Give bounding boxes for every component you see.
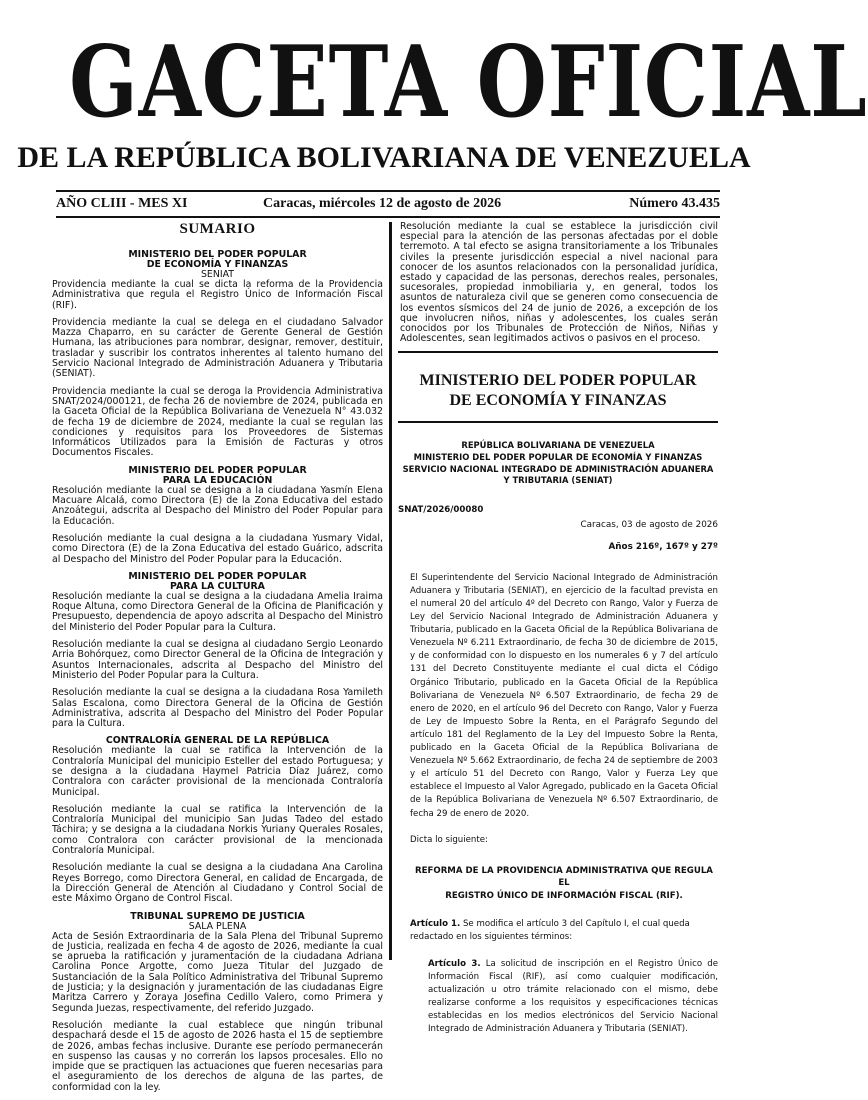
sumario-item: Resolución mediante la cual establece que ningún tribunal despachará desde el 15 de agosto de 2026 hasta el 15 de septiembre de 2026, ambas fechas inclusive. Durante ese período permanecerán en suspenso las causas y no correrán los lapsos procesales. Ello no impide que se practiquen las actuaciones que fueren necesarias para el aseguramiento de los derechos de alguna de las partes, de conformidad con la ley.	[52, 1019, 383, 1093]
sumario-item: Resolución mediante la cual se designa a la ciudadana Amelia Iraima Roque Altuna, como Directora General de la Oficina de Planificación y Presupuesto, dependencia de apoyo adscrita al Despacho del Ministro del Ministerio del Poder Popular para la Cultura.	[52, 590, 383, 633]
ministry-heading-line: DE ECONOMÍA Y FINANZAS	[449, 392, 667, 410]
section-heading: MINISTERIO DEL PODER POPULAR	[128, 249, 307, 260]
article-1-label: Artículo 1.	[410, 919, 461, 930]
reform-title	[398, 865, 718, 903]
sumario-item: Providencia mediante la cual se delega en el ciudadano Salvador Mazza Chaparro, en su carácter de Gerente General de Gestión Humana, las atribuciones para nombrar, designar, remover, destituir, trasladar y suscribir los contratos inherentes al talento humano del Servicio Nacional Integrado de Administración Aduanera y Tributaria (SENIAT).	[52, 316, 383, 380]
reform-title-line: REFORMA DE LA PROVIDENCIA ADMINISTRATIVA QUE REGULA EL	[415, 865, 713, 889]
ministry-heading-line: MINISTERIO DEL PODER POPULAR	[419, 372, 697, 390]
document-years: Años 216º, 167º y 27º	[608, 541, 718, 552]
main-column	[398, 222, 718, 1036]
sumario-column	[52, 220, 383, 1100]
document-number: SNAT/2026/00080	[398, 504, 484, 515]
sumario-item: Resolución mediante la cual designa a la ciudadana Yusmary Vidal, como Directora (E) de la Zona Educativa del estado Guárico, adscrita al Despacho del Ministro del Poder Popular para la Educación.	[52, 532, 383, 565]
sumario-section	[52, 912, 383, 1093]
article-1-text: Se modifica el artículo 3 del Capítulo I, el cual queda redactado en los siguientes términos:	[410, 919, 690, 943]
issue-year-month: AÑO CLIII - MES XI	[56, 196, 188, 211]
article-1	[398, 918, 718, 944]
document-preamble: El Superintendente del Servicio Nacional Integrado de Administración Aduanera y Tributaria (SENIAT), en ejercicio de la facultad prevista en el numeral 20 del artículo 4º del Decreto con Rango, Valor y Fuerza de Ley del Servicio Nacional Integrado de Administración Aduanera y Tributaria, publicado en la Gaceta Oficial de la República Bolivariana de Venezuela Nº 6.211 Extraordinario, de fecha 30 de diciembre de 2015, y de conformidad con lo dispuesto en los numerales 6 y 7 del artículo 131 del Decreto Constituyente mediante el cual dicta el Código Orgánico Tributario, publicado en la Gaceta Oficial de la República Bolivariana de Venezuela Nº 6.507 Extraordinario, de fecha 29 de enero de 2020, en el artículo 96 del Decreto con Rango, Valor y Fuerza de Ley de Impuesto Sobre la Renta, en el Parágrafo Segundo del artículo 181 del Reglamento de la Ley del Impuesto Sobre la Renta, publicado en la Gaceta Oficial de la República Bolivariana de Venezuela Nº 5.662 Extraordinario, de fecha 24 de septiembre de 2003 y el artículo 51 del Decreto con Rango, Valor y Fuerza Ley que establece el Impuesto al Valor Agregado, publicado en la Gaceta Oficial de la República Bolivariana de Venezuela Nº 6.507 Extraordinario, de fecha 29 de enero de 2020.	[410, 572, 718, 819]
section-heading: DE ECONOMÍA Y FINANZAS	[146, 259, 289, 270]
sumario-item: Providencia mediante la cual se deroga la Providencia Administrativa SNAT/2024/000121, de fecha 26 de noviembre de 2024, publicada en la Gaceta Oficial de la República Bolivariana de Venezuela N° 43.032 de fecha 19 de diciembre de 2024, mediante la cual se regulan las condiciones y requisitos para los Proveedores de Sistemas Informáticos Utilizados para la Emisión de Facturas y otros Documentos Fiscales.	[52, 385, 383, 459]
document-header-line: SERVICIO NACIONAL INTEGRADO DE ADMINISTRACIÓN ADUANERA	[402, 463, 714, 474]
gazette-title: GACETA OFICIAL	[69, 25, 868, 140]
gazette-subtitle: DE LA REPÚBLICA BOLIVARIANA DE VENEZUELA	[17, 141, 751, 174]
reform-title-line: REGISTRO ÚNICO DE INFORMACIÓN FISCAL (RIF).	[445, 890, 683, 901]
document-header-line: REPÚBLICA BOLIVARIANA DE VENEZUELA	[461, 440, 655, 451]
sumario-section	[52, 736, 383, 904]
continued-resolution-text: Resolución mediante la cual se establece la jurisdicción civil especial para la atención de las personas afectadas por el doble terremoto. A tal efecto se asigna transitoriamente a los Tribunales civiles la presente jurisdicción especial a nivel nacional para conocer de los asuntos relacionados con la personalidad jurídica, estado y capacidad de las personas, derechos reales, personales, sucesorales, propiedad inmobiliaria y, en general, todos los asuntos de naturaleza civil que se generen como consecuencia de los eventos sísmicos del 24 de junio de 2026, a excepción de los que involucren niños, niñas y adolescentes, los cuales serán conocidos por los Tribunales de Protección de Niños, Niñas y Adolescentes, sean legitimados activos o pasivos en el proceso.	[400, 221, 718, 345]
section-heading: MINISTERIO DEL PODER POPULAR	[128, 464, 307, 476]
section-heading: TRIBUNAL SUPREMO DE JUSTICIA	[130, 910, 305, 922]
sumario-section	[52, 466, 383, 565]
sumario-item: Resolución mediante la cual se designa al ciudadano Sergio Leonardo Arria Bohórquez, como Director General de la Oficina de Integración y Asuntos Internacionales, adscrita al Despacho del Ministro del Ministerio del Poder Popular para la Cultura.	[52, 639, 383, 681]
document-header	[398, 440, 718, 486]
section-heading: MINISTERIO DEL PODER POPULAR	[128, 570, 307, 582]
section-subheading: SENIAT	[200, 269, 235, 280]
sumario-item: Resolución mediante la cual se designa a la ciudadana Ana Carolina Reyes Borrego, como Directora General, en calidad de Encargada, de la Dirección General de Atención al Ciudadano y Control Social de este Máximo Órgano de Control Fiscal.	[52, 862, 383, 905]
issue-place-date: Caracas, miércoles 12 de agosto de 2026	[263, 196, 502, 211]
sumario-item: Acta de Sesión Extraordinaria de la Sala Plena del Tribunal Supremo de Justicia, realizada en fecha 4 de agosto de 2026, mediante la cual se aprueba la ratificación y juramentación de la ciudadana Adriana Carolina Ponce Argotte, como Jueza Titular del Juzgado de Sustanciación de la Sala Político Administrativa del Tribunal Supremo de Justicia; y la designación y juramentación de las ciudadanas Eigre Maritza Carrero y Zoraya Josefina Cedillo Valero, como Primera y Segunda Juezas, respectivamente, del referido Juzgado.	[52, 930, 383, 1014]
section-heading: PARA LA CULTURA	[170, 580, 265, 592]
sumario-title: SUMARIO	[179, 221, 256, 237]
header-rule-bottom	[56, 216, 720, 218]
sumario-item: Providencia mediante la cual se dicta la reforma de la Providencia Administrativa que regula el Registro Único de Información Fiscal (RIF).	[52, 279, 383, 311]
section-subheading: SALA PLENA	[188, 920, 247, 932]
document-dictese: Dicta lo siguiente:	[410, 834, 488, 845]
document-date: Caracas, 03 de agosto de 2026	[580, 519, 718, 530]
article-3-text: La solicitud de inscripción en el Registro Único de Información Fiscal (RIF), así como cualquier modificación, actualización u otro trámite relacionado con el mismo, debe realizarse conforme a los requisitos y especificaciones técnicas establecidas en los medios electrónicos del Servicio Nacional Integrado de Administración Aduanera y Tributaria (SENIAT).	[428, 959, 718, 1035]
ministry-heading	[398, 353, 718, 423]
document-header-line: Y TRIBUTARIA (SENIAT)	[503, 475, 613, 486]
article-3-label: Artículo 3.	[428, 959, 481, 970]
masthead	[0, 25, 868, 174]
section-heading: CONTRALORÍA GENERAL DE LA REPÚBLICA	[105, 735, 330, 747]
article-3	[398, 958, 718, 1036]
sumario-section	[52, 250, 383, 459]
sumario-item: Resolución mediante la cual se ratifica la Intervención de la Contraloría Municipal del municipio San Judas Tadeo del estado Táchira; y se designa a la ciudadana Norkis Yuriany Querales Rosales, como Contralora con carácter provisional de la mencionada Contraloría Municipal.	[52, 803, 383, 857]
issue-number: Número 43.435	[629, 196, 720, 211]
sumario-item: Resolución mediante la cual se designa a la ciudadana Rosa Yamileth Salas Escalona, como Directora General de la Oficina de Gestión Administrativa, adscrita al Despacho del Ministro del Poder Popular para la Cultura.	[52, 687, 383, 730]
column-divider	[389, 222, 392, 960]
header-rule-top	[56, 190, 720, 192]
sumario-item: Resolución mediante la cual se designa a la ciudadana Yasmín Elena Macuare Alcalá, como Directora (E) de la Zona Educativa del estado Anzoátegui, adscrita al Despacho del Ministro del Poder Popular para la Educación.	[52, 484, 383, 527]
sumario-item: Resolución mediante la cual se ratifica la Intervención de la Contraloría Municipal del municipio Esteller del estado Portuguesa; y se designa a la ciudadana Haymel Patricia Díaz Juárez, como Contralora con carácter provisional de la mencionada Contraloría Municipal.	[52, 745, 383, 798]
sumario-section	[52, 572, 383, 730]
document-header-line: MINISTERIO DEL PODER POPULAR DE ECONOMÍA Y FINANZAS	[413, 452, 703, 463]
section-heading: PARA LA EDUCACIÓN	[162, 474, 273, 486]
